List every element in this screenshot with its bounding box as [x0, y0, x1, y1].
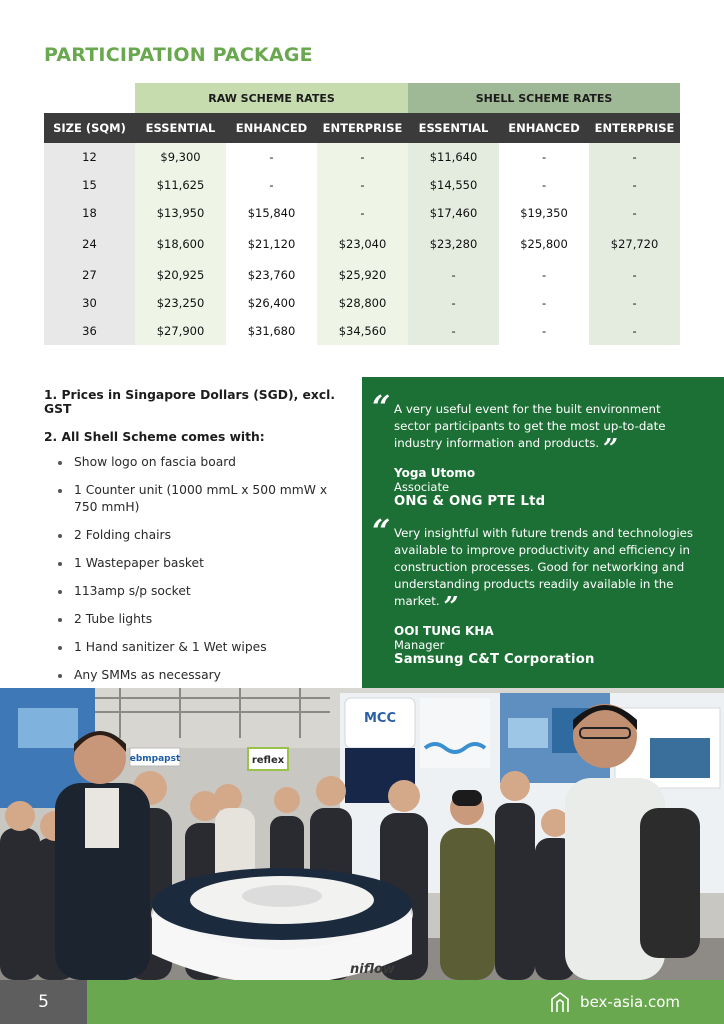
shell-scheme-note: 2. All Shell Scheme comes with:: [44, 430, 265, 444]
table-cell: -: [408, 261, 499, 289]
table-cell: -: [589, 289, 680, 317]
column-header: ESSENTIAL: [135, 113, 226, 143]
testimonial-role: Associate: [394, 480, 450, 494]
table-cell: $23,250: [135, 289, 226, 317]
table-cell: $11,625: [135, 171, 226, 199]
table-cell: $23,760: [226, 261, 317, 289]
table-row: [44, 261, 680, 289]
table-cell: $18,600: [135, 227, 226, 261]
shell-scheme-notes: [44, 388, 354, 695]
photo-sign-ebmpapst: ebmpapst: [129, 754, 181, 764]
table-cell: -: [408, 289, 499, 317]
table-cell: -: [499, 317, 589, 345]
table-cell: $19,350: [499, 199, 589, 227]
table-cell: 36: [44, 317, 135, 345]
table-cell: -: [589, 199, 680, 227]
list-item: 1 Hand sanitizer & 1 Wet wipes: [58, 639, 354, 656]
page-footer: [0, 980, 724, 1024]
table-row: [44, 289, 680, 317]
table-cell: -: [317, 171, 408, 199]
table-row: [44, 199, 680, 227]
table-cell: $27,900: [135, 317, 226, 345]
list-item: Show logo on fascia board: [58, 454, 354, 471]
table-cell: $15,840: [226, 199, 317, 227]
table-cell: 27: [44, 261, 135, 289]
testimonial-company: Samsung C&T Corporation: [394, 652, 595, 667]
table-cell: -: [589, 261, 680, 289]
table-cell: 30: [44, 289, 135, 317]
table-cell: $9,300: [135, 143, 226, 171]
table-cell: 24: [44, 227, 135, 261]
rates-table: [44, 83, 680, 345]
website-link[interactable]: [550, 980, 680, 1024]
table-cell: $23,040: [317, 227, 408, 261]
photo-sign-reflex: reflex: [251, 755, 285, 766]
table-cell: -: [499, 261, 589, 289]
table-cell: -: [499, 171, 589, 199]
list-item: 2 Tube lights: [58, 611, 354, 628]
testimonial-quote: A very useful event for the built environment sector participants to get the most up-to-date industry information and products.: [394, 402, 666, 450]
table-cell: $25,920: [317, 261, 408, 289]
testimonial-name: OOI TUNG KHA: [394, 624, 494, 638]
exhibition-scene: [0, 688, 724, 980]
table-cell: -: [499, 289, 589, 317]
table-cell: -: [226, 143, 317, 171]
table-cell: $34,560: [317, 317, 408, 345]
table-cell: $31,680: [226, 317, 317, 345]
testimonial-quote: Very insightful with future trends and technologies available to improve productivity and efficiency in construction processes. Good for networking and understanding products readily available in the market.: [394, 526, 694, 608]
column-header: ENHANCED: [226, 113, 317, 143]
column-header: ENHANCED: [499, 113, 589, 143]
list-item: Any SMMs as necessary: [58, 667, 354, 684]
column-header: ENTERPRISE: [589, 113, 680, 143]
table-cell: -: [589, 171, 680, 199]
price-note: 1. Prices in Singapore Dollars (SGD), excl. GST: [44, 388, 335, 416]
list-item: 1 Counter unit (1000 mmL x 500 mmW x 750 mmH): [58, 482, 354, 516]
table-row: [44, 317, 680, 345]
table-cell: $17,460: [408, 199, 499, 227]
table-cell: $21,120: [226, 227, 317, 261]
table-cell: -: [499, 143, 589, 171]
page-title: PARTICIPATION PACKAGE: [44, 44, 313, 66]
photo-sign-mcc: MCC: [363, 711, 397, 726]
table-cell: 18: [44, 199, 135, 227]
column-header: SIZE (SQM): [44, 113, 135, 143]
open-quote-icon: “: [372, 512, 391, 550]
table-cell: $11,640: [408, 143, 499, 171]
table-cell: -: [226, 171, 317, 199]
table-cell: -: [317, 143, 408, 171]
table-cell: -: [589, 143, 680, 171]
table-row: [44, 143, 680, 171]
building-logo-icon: [550, 991, 570, 1013]
column-header: ESSENTIAL: [408, 113, 499, 143]
list-item: 1 Wastepaper basket: [58, 555, 354, 572]
testimonials-panel: [362, 377, 724, 688]
table-cell: $26,400: [226, 289, 317, 317]
table-cell: $13,950: [135, 199, 226, 227]
open-quote-icon: “: [372, 388, 391, 426]
table-cell: $14,550: [408, 171, 499, 199]
table-cell: -: [589, 317, 680, 345]
testimonial: [372, 388, 694, 510]
table-cell: -: [408, 317, 499, 345]
table-cell: -: [317, 199, 408, 227]
testimonial-name: Yoga Utomo: [394, 466, 476, 480]
page-number: 5: [0, 980, 87, 1024]
testimonial-role: Manager: [394, 638, 445, 652]
testimonial: [372, 512, 694, 668]
raw-scheme-header: RAW SCHEME RATES: [135, 83, 408, 113]
event-photo: [0, 688, 724, 980]
table-cell: 12: [44, 143, 135, 171]
close-quote-icon: ”: [603, 434, 619, 464]
close-quote-icon: ”: [443, 592, 459, 622]
table-cell: $28,800: [317, 289, 408, 317]
table-cell: $20,925: [135, 261, 226, 289]
photo-sign-niflow: niflow: [350, 962, 395, 977]
shell-items-list: [44, 454, 354, 684]
list-item: 113amp s/p socket: [58, 583, 354, 600]
website-text: bex-asia.com: [580, 993, 680, 1011]
table-cell: $25,800: [499, 227, 589, 261]
shell-scheme-header: SHELL SCHEME RATES: [408, 83, 680, 113]
table-cell: $23,280: [408, 227, 499, 261]
column-header: ENTERPRISE: [317, 113, 408, 143]
testimonial-company: ONG & ONG PTE Ltd: [394, 494, 546, 509]
table-row: [44, 227, 680, 261]
table-row: [44, 171, 680, 199]
table-cell: 15: [44, 171, 135, 199]
list-item: 2 Folding chairs: [58, 527, 354, 544]
table-cell: $27,720: [589, 227, 680, 261]
